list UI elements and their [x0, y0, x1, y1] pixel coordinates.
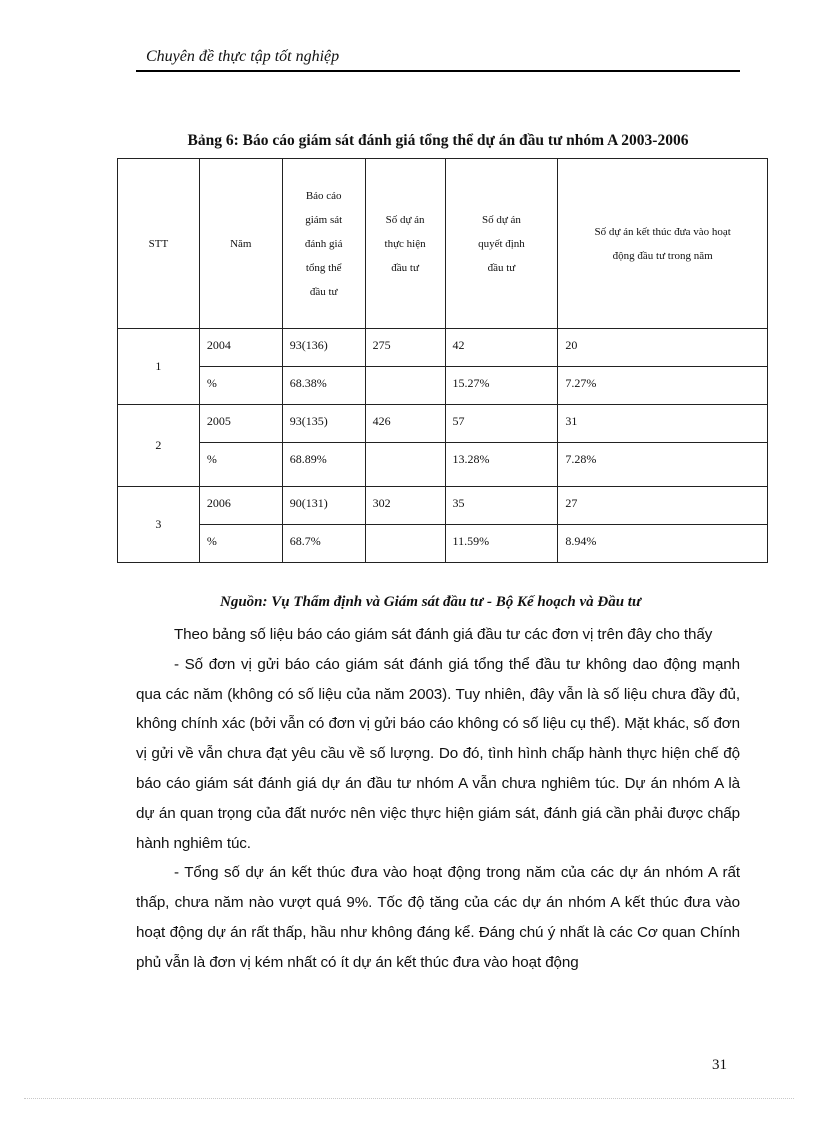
projects-cell — [365, 525, 445, 563]
paragraph: Theo bảng số liệu báo cáo giám sát đánh giá đầu tư các đơn vị trên đây cho thấy — [174, 626, 713, 643]
table-row — [118, 405, 768, 443]
page-bottom-divider — [24, 1098, 794, 1099]
header-projects: Số dự án thực hiện đầu tư — [365, 159, 445, 329]
decided-cell: 57 — [445, 405, 558, 443]
header-reports: Báo cáo giám sát đánh giá tổng thể đầu tư — [282, 159, 365, 329]
page-number: 31 — [712, 1057, 727, 1073]
stt-cell: 2 — [118, 405, 200, 487]
decided-cell: 13.28% — [445, 443, 558, 487]
projects-cell — [365, 367, 445, 405]
stt-cell: 3 — [118, 487, 200, 563]
projects-cell: 275 — [365, 329, 445, 367]
reports-cell: 68.7% — [282, 525, 365, 563]
header-finished: Số dự án kết thúc đưa vào hoạt động đầu tư trong năm — [558, 159, 768, 329]
header-title: Chuyên đề thực tập tốt nghiệp — [146, 48, 340, 65]
stt-cell: 1 — [118, 329, 200, 405]
reports-cell: 93(135) — [282, 405, 365, 443]
header-decided: Số dự án quyết định đầu tư — [445, 159, 558, 329]
table-source-note: Nguồn: Vụ Thẩm định và Giám sát đầu tư - Bộ Kế hoạch và Đầu tư — [220, 594, 641, 610]
finished-cell: 8.94% — [558, 525, 768, 563]
finished-cell: 7.28% — [558, 443, 768, 487]
investment-monitoring-table — [117, 158, 768, 563]
percent-label-cell: % — [199, 443, 282, 487]
table-header-row — [118, 159, 768, 329]
projects-cell — [365, 443, 445, 487]
table-row — [118, 443, 768, 487]
paragraph: - Số đơn vị gửi báo cáo giám sát đánh giá tổng thể đầu tư không dao động mạnh qua các năm (không có số liệu của năm 2003). Tuy nhiên, đây vẫn là số liệu chưa đầy đủ, không chính xác (bởi vẫn có đơn vị gửi báo cáo không có số liệu cụ thể). Mặt khác, số đơn vị gửi về vẫn chưa đạt yêu cầu về số lượng. Do đó, tình hình chấp hành thực hiện chế độ báo cáo giám sát đánh giá dự án đầu tư nhóm A vẫn chưa nghiêm túc. Dự án nhóm A là dự án quan trọng của đất nước nên việc thực hiện giám sát, đánh giá cần phải được chấp hành nghiêm túc. — [136, 655, 740, 852]
table-row — [118, 487, 768, 525]
projects-cell: 302 — [365, 487, 445, 525]
percent-label-cell: % — [199, 525, 282, 563]
table-row — [118, 329, 768, 367]
table-row — [118, 367, 768, 405]
reports-cell: 68.89% — [282, 443, 365, 487]
reports-cell: 93(136) — [282, 329, 365, 367]
page-header — [136, 44, 740, 72]
year-cell: 2006 — [199, 487, 282, 525]
finished-cell: 20 — [558, 329, 768, 367]
year-cell: 2004 — [199, 329, 282, 367]
decided-cell: 11.59% — [445, 525, 558, 563]
finished-cell: 27 — [558, 487, 768, 525]
projects-cell: 426 — [365, 405, 445, 443]
percent-label-cell: % — [199, 367, 282, 405]
decided-cell: 35 — [445, 487, 558, 525]
header-stt: STT — [118, 159, 200, 329]
header-year: Năm — [199, 159, 282, 329]
finished-cell: 7.27% — [558, 367, 768, 405]
paragraph: - Tổng số dự án kết thúc đưa vào hoạt động trong năm của các dự án nhóm A rất thấp, chưa năm nào vượt quá 9%. Tốc độ tăng của các dự án nhóm A kết thúc đưa vào hoạt động dự án rất thấp, hầu như không đáng kể. Đáng chú ý nhất là các Cơ quan Chính phủ vẫn là đơn vị kém nhất có ít dự án kết thúc đưa vào hoạt động — [136, 864, 740, 971]
body-text — [136, 620, 740, 978]
decided-cell: 42 — [445, 329, 558, 367]
finished-cell: 31 — [558, 405, 768, 443]
decided-cell: 15.27% — [445, 367, 558, 405]
reports-cell: 68.38% — [282, 367, 365, 405]
table-title: Bảng 6: Báo cáo giám sát đánh giá tổng thể dự án đầu tư nhóm A 2003-2006 — [187, 132, 689, 149]
table-row — [118, 525, 768, 563]
year-cell: 2005 — [199, 405, 282, 443]
reports-cell: 90(131) — [282, 487, 365, 525]
